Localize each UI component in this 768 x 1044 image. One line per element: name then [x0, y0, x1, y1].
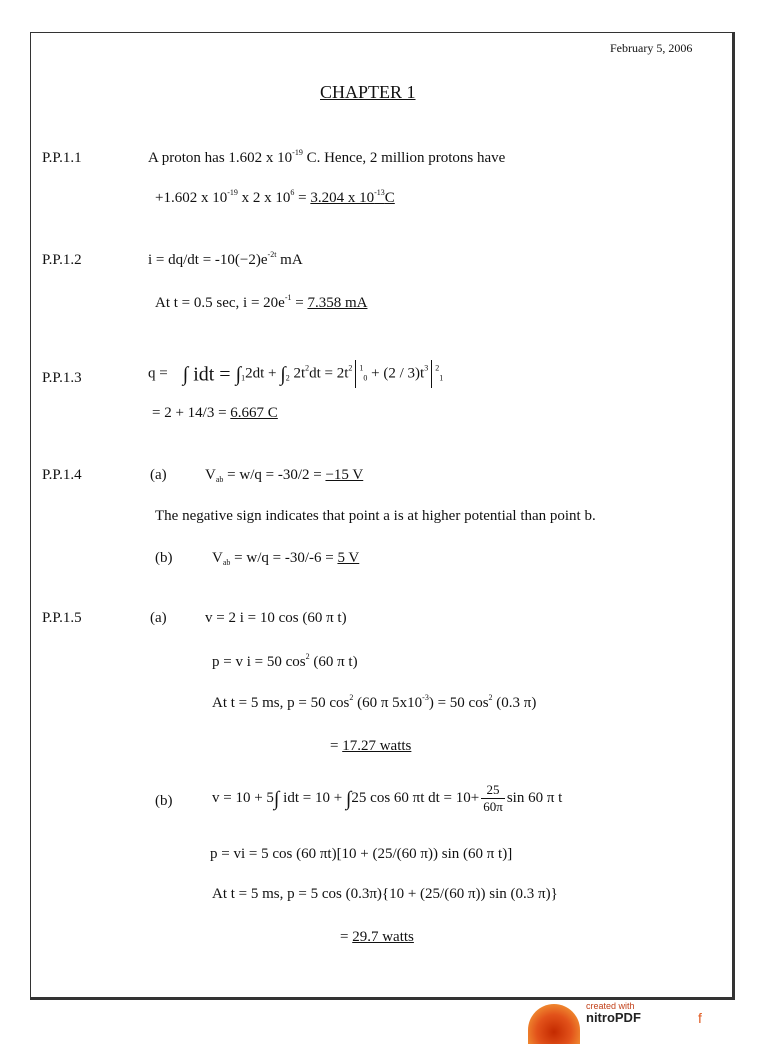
problem-label-1-1: P.P.1.1 [42, 150, 82, 166]
problem-1-2-line-1: $i = dq/dt = -10(-2)e^{-2t}$ mA [148, 250, 303, 268]
problem-1-5-b-line-3: At t = 5 ms, p = 5 cos (0.3π){10 + (25/(60 π)) sin (0.3 π)} [212, 886, 558, 902]
problem-1-5-a-line-1: v = 2 i = 10 cos (60 π t) [205, 610, 347, 626]
problem-1-5-a-line-2: p = v i = 50 $\cos^2 (60$ π t) [212, 652, 358, 670]
problem-1-4-a-tag: (a) [150, 467, 167, 483]
watermark-created-with: created with [586, 1001, 635, 1011]
problem-label-1-2: P.P.1.2 [42, 252, 82, 268]
watermark-banner [528, 996, 768, 1024]
problem-1-1-line-1: A proton has 1.602 x $10^{-19}$ C. Hence, 2 million protons have [148, 148, 506, 166]
problem-1-4-a-answer: −15 V [325, 467, 364, 483]
watermark-brand: nitroPDF [586, 1010, 641, 1025]
problem-1-5-a-answer: 17.27 watts [342, 738, 412, 754]
problem-1-3-answer: 6.667 C [230, 405, 278, 421]
watermark-fragment: f [698, 1010, 702, 1026]
problem-1-4-b-line: $V_{ab} = w/q = -30/-6 = 5$ V [212, 550, 360, 567]
problem-1-3-line-1: q = ∫ idt = $\int_12dt + \int_2$ $2t^2dt = 2t^2$ $^1_0 + (2 / 3)t^3$ $^2_1$ [148, 360, 443, 388]
problem-1-5-b-answer: 29.7 watts [352, 929, 414, 945]
problem-1-5-b-line-2: p = vi = 5 cos (60 πt)[10 + (25/(60 π)) sin (60 π t)] [210, 846, 513, 862]
chapter-title: CHAPTER 1 [320, 82, 416, 102]
nitro-logo-icon [528, 1004, 580, 1044]
problem-1-5-a-tag: (a) [150, 610, 167, 626]
document-date: February 5, 2006 [610, 41, 693, 55]
problem-1-3-line-2: = 2 + 14/3 = 6.667 C [152, 405, 278, 421]
problem-label-1-5: P.P.1.5 [42, 610, 82, 626]
problem-1-5-a-line-3: At t = 5 ms, p = 50 $\cos^2 (60$ π $5x10^{-3}) = 50$ $\cos^2 (0.3$ π) [212, 693, 537, 711]
problem-1-2-answer: 7.358 mA [307, 295, 368, 311]
problem-1-1-line-2: +1.602 x $10^{-19}$ x 2 x $10^6 = 3.204$ x $10^{-13}C$ [155, 188, 395, 206]
problem-1-4-note: The negative sign indicates that point a is at higher potential than point b. [155, 508, 596, 524]
problem-label-1-4: P.P.1.4 [42, 467, 82, 483]
problem-1-4-b-tag: (b) [155, 550, 173, 566]
problem-1-5-b-result: = 29.7 watts [340, 929, 414, 945]
problem-1-5-b-tag: (b) [155, 793, 173, 809]
problem-1-4-a-line: $V_{ab} = w/q = -30/2 = -15$ V [205, 467, 364, 484]
problem-1-4-b-answer: 5 V [337, 550, 360, 566]
problem-label-1-3: P.P.1.3 [42, 370, 82, 386]
problem-1-5-a-result: = 17.27 watts [330, 738, 412, 754]
fraction-25-over-60pi: $\frac{25}{60\pi}$ [483, 782, 503, 814]
problem-1-1-answer: 3.204 x $10^{-13}C$ [310, 188, 395, 206]
problem-1-2-line-2: At t = 0.5 sec, $i = 20e^{-1} = 7.358$ mA [155, 293, 368, 311]
problem-1-5-b-line-1: v = 10 + 5∫ idt = 10 + ∫25 cos 60 πt dt = 10+ $\frac{25}{60\pi}$ sin 60 π t [212, 782, 563, 814]
